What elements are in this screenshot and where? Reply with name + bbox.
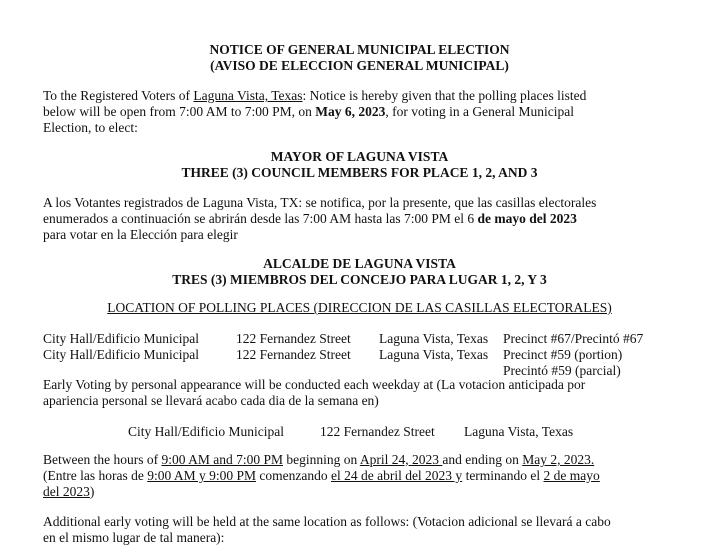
polling-precinct: Precinct #67/Precintó #67 xyxy=(503,331,644,346)
offices-spanish xyxy=(0,256,719,288)
intro-es-line-1: A los Votantes registrados de Laguna Vista, TX: se notifica, por la presente, que las casillas electorales xyxy=(43,195,597,210)
early-site-building: City Hall/Edificio Municipal xyxy=(128,424,284,439)
notice-title-en: NOTICE OF GENERAL MUNICIPAL ELECTION xyxy=(209,42,510,57)
start-date-en: April 24, 2023 xyxy=(359,452,443,467)
hours-line-2: (Entre las horas de 9:00 AM y 9:00 PM comenzando el 24 de abril del 2023 y terminando el 2 de mayo xyxy=(43,468,600,483)
locations-heading: LOCATION OF POLLING PLACES (DIRECCION DE LAS CASILLAS ELECTORALES) xyxy=(107,300,612,315)
polling-building: City Hall/Edificio Municipal xyxy=(43,347,199,362)
intro-es-line-3: para votar en la Elección para elegir xyxy=(43,227,238,242)
notice-title-es: (AVISO DE ELECCION GENERAL MUNICIPAL) xyxy=(210,58,509,73)
polling-precinct-extra: Precintó #59 (parcial) xyxy=(503,363,621,378)
early-voting-line-1: Early Voting by personal appearance will be conducted each weekday at (La votacion anticipada por xyxy=(43,377,586,392)
polling-city: Laguna Vista, Texas xyxy=(379,347,489,362)
end-date-es-year: del 2023 xyxy=(43,484,90,499)
polling-city: Laguna Vista, Texas xyxy=(379,331,489,346)
office-mayor-es: ALCALDE DE LAGUNA VISTA xyxy=(263,256,456,271)
early-site-city: Laguna Vista, Texas xyxy=(464,424,574,439)
polling-address: 122 Fernandez Street xyxy=(236,331,351,346)
polling-places-table xyxy=(43,331,703,379)
additional-line-1: Additional early voting will be held at the same location as follows: (Votacion adicional se llevará a cabo xyxy=(43,514,611,529)
intro-en-line-3: Election, to elect: xyxy=(43,120,138,135)
start-date-es: el 24 de abril del 2023 y xyxy=(330,468,463,483)
intro-place: Laguna Vista, Texas xyxy=(193,88,303,103)
election-date-es: de mayo del 2023 xyxy=(477,211,577,226)
early-voting-line-2: apariencia personal se llevará acabo cada dia de la semana en) xyxy=(43,393,379,408)
intro-en-line-2: below will be open from 7:00 AM to 7:00 PM, on May 6, 2023, for voting in a General Municipal xyxy=(43,104,574,119)
offices-english xyxy=(0,149,719,181)
additional-early-voting xyxy=(43,514,683,546)
end-date-es: 2 de mayo xyxy=(543,468,600,483)
intro-es-line-2: enumerados a continuación se abrirán desde las 7:00 AM hasta las 7:00 PM el 6 de mayo del 2023 xyxy=(43,211,577,226)
office-council-en: THREE (3) COUNCIL MEMBERS FOR PLACE 1, 2, AND 3 xyxy=(181,165,538,180)
office-mayor-en: MAYOR OF LAGUNA VISTA xyxy=(270,149,449,164)
polling-address: 122 Fernandez Street xyxy=(236,347,351,362)
hours-range-es: 9:00 AM y 9:00 PM xyxy=(147,468,256,483)
end-date-en: May 2, 2023. xyxy=(522,452,595,467)
early-site-address: 122 Fernandez Street xyxy=(320,424,435,439)
polling-precinct: Precinct #59 (portion) xyxy=(503,347,623,362)
early-voting-text xyxy=(43,377,683,409)
hours-line-3: del 2023) xyxy=(43,484,95,499)
intro-english xyxy=(43,88,683,136)
polling-place-row xyxy=(43,347,703,363)
election-date-en: May 6, 2023 xyxy=(315,104,386,119)
intro-spanish xyxy=(43,195,683,243)
intro-en-line-1: To the Registered Voters of Laguna Vista, Texas: Notice is hereby given that the polling places listed xyxy=(43,88,587,103)
office-council-es: TRES (3) MIEMBROS DEL CONCEJO PARA LUGAR 1, 2, Y 3 xyxy=(172,272,547,287)
hours-range-en: 9:00 AM and 7:00 PM xyxy=(161,452,283,467)
polling-place-row xyxy=(43,331,703,347)
early-voting-hours xyxy=(43,452,683,500)
early-voting-site xyxy=(0,424,719,440)
additional-line-2: en el mismo lugar de tal manera): xyxy=(43,530,225,545)
polling-building: City Hall/Edificio Municipal xyxy=(43,331,199,346)
hours-line-1: Between the hours of 9:00 AM and 7:00 PM beginning on April 24, 2023 and ending on May 2, 2023. xyxy=(43,452,595,467)
notice-title xyxy=(0,42,719,74)
